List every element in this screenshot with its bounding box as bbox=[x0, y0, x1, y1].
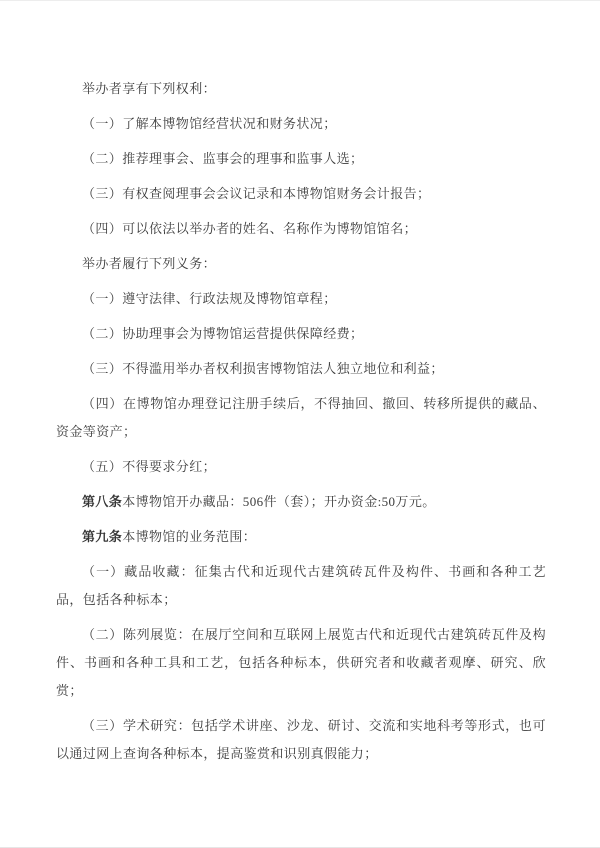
paragraph-text: （二）陈列展览：在展厅空间和互联网上展览古代和近现代古建筑砖瓦件及构件、书画和各种工具和工艺，包括各种标本，供研究者和收藏者观摩、研究、欣赏； bbox=[56, 627, 546, 698]
paragraph-text: （二）推荐理事会、监事会的理事和监事人选； bbox=[82, 151, 364, 166]
article-number: 第九条 bbox=[82, 529, 123, 544]
paragraph bbox=[56, 355, 546, 383]
paragraph-text: （三）有权查阅理事会会议记录和本博物馆财务会计报告； bbox=[82, 186, 431, 201]
paragraph bbox=[56, 523, 546, 551]
paragraph-text: （一）了解本博物馆经营状况和财务状况； bbox=[82, 116, 337, 131]
paragraph-text: （四）在博物馆办理登记注册手续后，不得抽回、撤回、转移所提供的藏品、资金等资产； bbox=[56, 396, 546, 439]
paragraph-text: （五）不得要求分红； bbox=[82, 459, 217, 474]
paragraph bbox=[56, 558, 546, 614]
paragraph-text: （一）藏品收藏：征集古代和近现代古建筑砖瓦件及构件、书画和各种工艺品，包括各种标本； bbox=[56, 564, 546, 607]
paragraph-text: 举办者享有下列权利： bbox=[82, 81, 217, 96]
paragraph bbox=[56, 390, 546, 446]
paragraph bbox=[56, 75, 546, 103]
paragraph-text: 本博物馆的业务范围： bbox=[122, 529, 257, 544]
paragraph bbox=[56, 180, 546, 208]
paragraph bbox=[56, 215, 546, 243]
paragraph bbox=[56, 488, 546, 516]
paragraph bbox=[56, 110, 546, 138]
paragraph-text: （二）协助理事会为博物馆运营提供保障经费； bbox=[82, 326, 364, 341]
paragraph-text: （一）遵守法律、行政法规及博物馆章程； bbox=[82, 291, 337, 306]
paragraph bbox=[56, 453, 546, 481]
paragraph-text: 举办者履行下列义务： bbox=[82, 256, 217, 271]
article-number: 第八条 bbox=[82, 494, 123, 509]
paragraph-text: （三）学术研究：包括学术讲座、沙龙、研讨、交流和实地科考等形式，也可以通过网上查询各种标本，提高鉴赏和识别真假能力； bbox=[56, 718, 546, 761]
paragraph-text: 本博物馆开办藏品：506件（套）；开办资金:50万元。 bbox=[122, 494, 436, 509]
paragraph bbox=[56, 320, 546, 348]
paragraph bbox=[56, 285, 546, 313]
paragraph-text: （四）可以依法以举办者的姓名、名称作为博物馆馆名； bbox=[82, 221, 418, 236]
document-body bbox=[56, 75, 546, 775]
paragraph-text: （三）不得滥用举办者权利损害博物馆法人独立地位和利益； bbox=[82, 361, 444, 376]
paragraph bbox=[56, 145, 546, 173]
paragraph bbox=[56, 621, 546, 705]
paragraph bbox=[56, 250, 546, 278]
paragraph bbox=[56, 712, 546, 768]
